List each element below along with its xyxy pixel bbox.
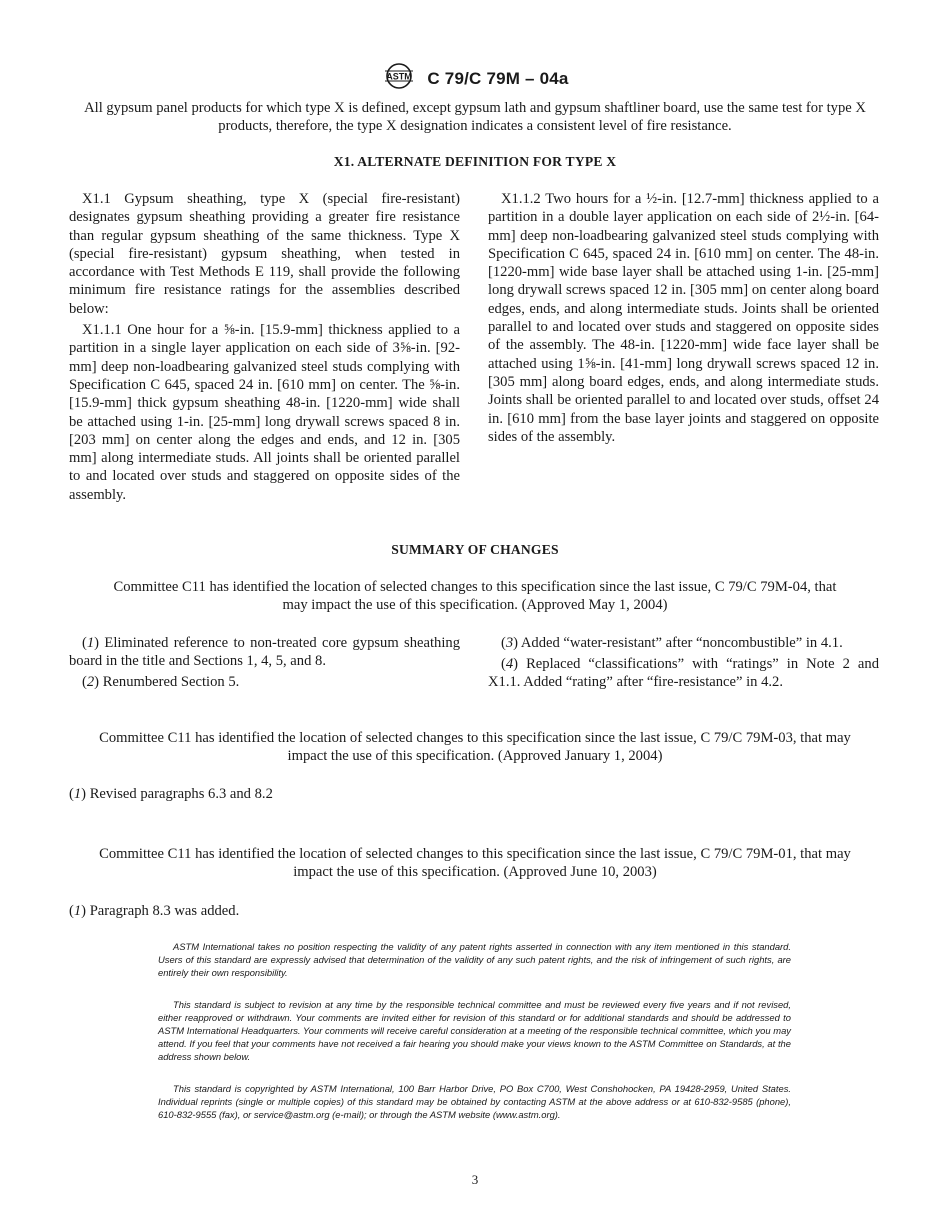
change-block-1-intro: Committee C11 has identified the location of selected changes to this specification since the last issue, C 79/C 79M-04, that may impact the use of this specification. (Approved May 1, 2004) — [113, 579, 837, 613]
astm-logo-icon — [381, 62, 417, 95]
change-item: (1) Paragraph 8.3 was added. — [69, 903, 240, 919]
document-header — [0, 62, 950, 95]
patent-notice: ASTM International takes no position respecting the validity of any patent rights asserted in connection with any item mentioned in this standard. Users of this standard are expressly advised that determination of the validity of any such patent rights, and the risk of infringement of such rights, are entirely their own responsibility. — [158, 941, 791, 978]
document-designation: C 79/C 79M – 04a — [427, 68, 569, 88]
page-number: 3 — [471, 1172, 479, 1187]
change-item: (2) Renumbered Section 5. — [82, 674, 240, 690]
appendix-right-column — [488, 190, 879, 449]
paragraph-x1-1-1: X1.1.1 One hour for a ⅝-in. [15.9-mm] thickness applied to a partition in a single layer application on each side of 3⅝-in. [92-mm] deep non-loadbearing galvanized steel studs complying with Specification C 645, spaced 24 in. [610 mm] on center. The ⅝-in. [15.9-mm] thick gypsum sheathing 48-in. [1220-mm] wide shall be attached using 1-in. [25-mm] long drywall screws spaced 8 in. [203 mm] on center along the edges and ends, and 12 in. [305 mm] along intermediate studs. All joints shall be oriented parallel to and located over studs and staggered on opposite sides of the assembly. — [69, 322, 460, 503]
change-item: (3) Added “water-resistant” after “noncombustible” in 4.1. — [501, 635, 843, 651]
change-item: (4) Replaced “classifications” with “ratings” in Note 2 and X1.1. Added “rating” after “fire-resistance” in 4.2. — [488, 656, 879, 690]
change-block-1-left — [69, 634, 460, 694]
change-block-3-intro: Committee C11 has identified the location of selected changes to this specification since the last issue, C 79/C 79M-01, that may impact the use of this specification. (Approved June 10, 2003) — [99, 846, 851, 880]
change-block-2-intro: Committee C11 has identified the location of selected changes to this specification since the last issue, C 79/C 79M-03, that may impact the use of this specification. (Approved January 1, 2004) — [99, 730, 851, 764]
intro-paragraph: All gypsum panel products for which type X is defined, except gypsum lath and gypsum shaftliner board, use the same test for type X products, therefore, the type X designation indicates a consistent level of fire resistance. — [84, 100, 866, 134]
summary-heading: SUMMARY OF CHANGES — [391, 542, 559, 557]
appendix-left-column — [69, 190, 460, 507]
change-item: (1) Eliminated reference to non-treated core gypsum sheathing board in the title and Sections 1, 4, 5, and 8. — [69, 635, 460, 669]
paragraph-x1-1-2: X1.1.2 Two hours for a ½-in. [12.7-mm] thickness applied to a partition in a double layer application on each side of 2½-in. [64-mm] deep non-loadbearing galvanized steel studs complying with Specification C 645, spaced 24 in. [610 mm] on center. The 48-in. [1220-mm] wide base layer shall be attached using 1-in. [25-mm] long drywall screws spaced 12 in. [305 mm] on center along board edges, ends, and along intermediate studs. Joints shall be oriented parallel to and located over studs and staggered on opposite sides of the assembly. The 48-in. [1220-mm] wide face layer shall be attached using 1⅝-in. [41-mm] long drywall screws spaced 12 in. [305 mm] along board edges, ends, and along intermediate studs. Joints shall be oriented parallel to and located over studs, offset 24 in. [610 mm] from the base layer joints and staggered on opposite sides of the assembly. — [488, 191, 879, 445]
appendix-heading: X1. ALTERNATE DEFINITION FOR TYPE X — [333, 154, 617, 169]
paragraph-x1-1: X1.1 Gypsum sheathing, type X (special fire-resistant) designates gypsum sheathing providing a greater fire resistance than regular gypsum sheathing of the same thickness. Type X (special fire-resistant) gypsum sheathing, when tested in accordance with Test Methods E 119, shall provide the following minimum fire resistance ratings for the assemblies described below: — [69, 191, 460, 317]
change-item: (1) Revised paragraphs 6.3 and 8.2 — [69, 786, 273, 802]
revision-notice: This standard is subject to revision at any time by the responsible technical committee and must be reviewed every five years and if not revised, either reapproved or withdrawn. Your comments are invited either for revision of this standard or for additional standards and should be addressed to ASTM International Headquarters. Your comments will receive careful consideration at a meeting of the responsible technical committee, which you may attend. If you feel that your comments have not received a fair hearing you should make your views known to the ASTM Committee on Standards, at the address shown below. — [158, 999, 791, 1062]
copyright-notice: This standard is copyrighted by ASTM International, 100 Barr Harbor Drive, PO Box C700, West Conshohocken, PA 19428-2959, United States. Individual reprints (single or multiple copies) of this standard may be obtained by contacting ASTM at the above address or at 610-832-9585 (phone), 610-832-9555 (fax), or service@astm.org (e-mail); or through the ASTM website (www.astm.org). — [158, 1083, 791, 1120]
logo-text: ASTM — [386, 71, 413, 82]
change-block-1-right — [488, 634, 879, 694]
